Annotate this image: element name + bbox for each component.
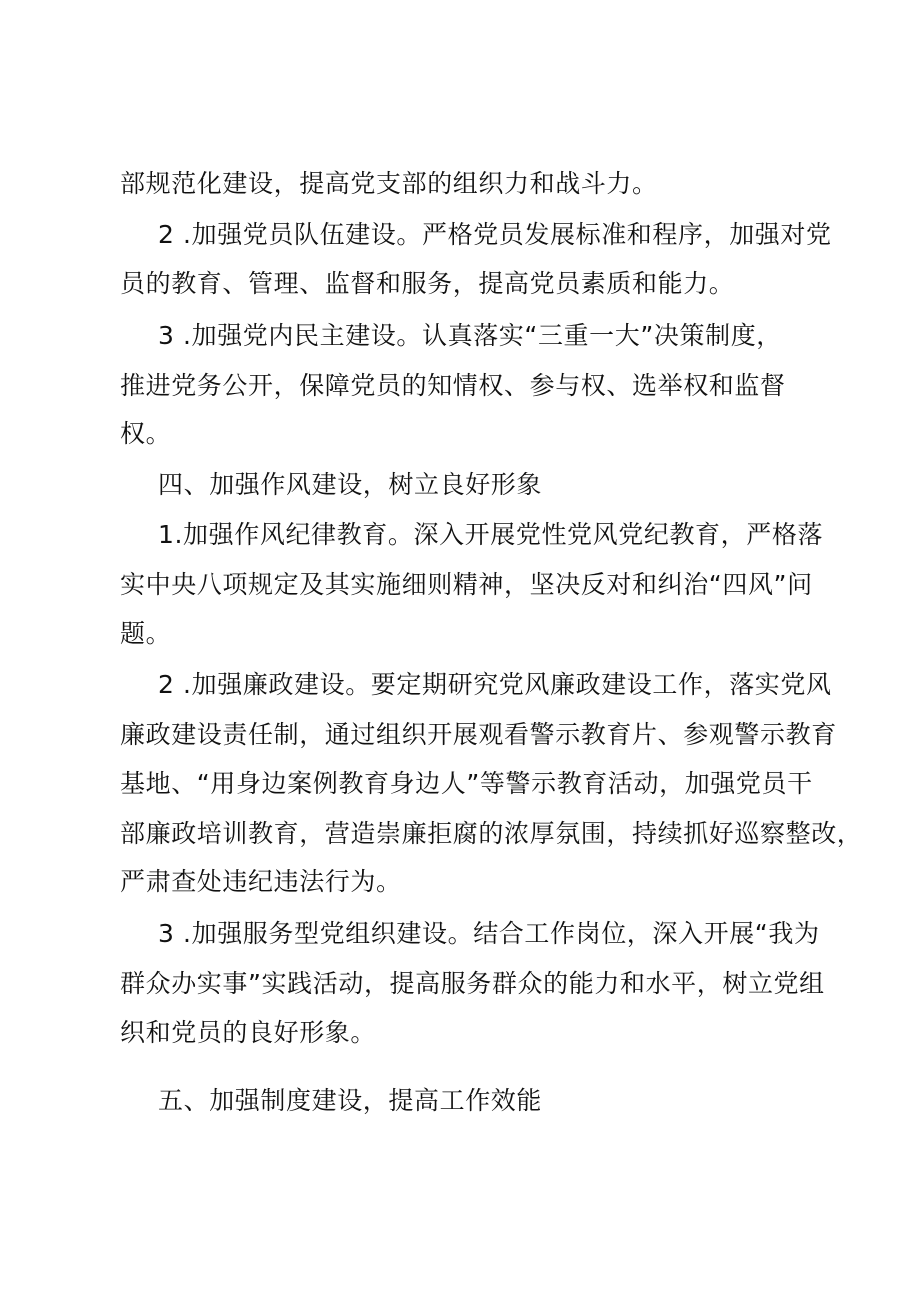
body-text-line: 推进党务公开，保障党员的知情权、参与权、选举权和监督 <box>120 371 786 400</box>
list-item-line: 2 .加强廉政建设。要定期研究党风廉政建设工作，落实党风 <box>158 670 832 699</box>
body-text-line: 部规范化建设，提高党支部的组织力和战斗力。 <box>120 169 658 198</box>
body-text-line: 部廉政培训教育，营造崇廉拒腐的浓厚氛围，持续抓好巡察整改， <box>120 819 863 848</box>
body-text-line: 基地、“用身边案例教育身边人”等警示教育活动，加强党员干 <box>120 769 813 798</box>
body-text-line: 实中央八项规定及其实施细则精神，坚决反对和纠治“四风”问 <box>120 570 813 599</box>
body-text-line: 权。 <box>120 419 172 448</box>
list-item-line: 1.加强作风纪律教育。深入开展党性党风党纪教育，严格落 <box>158 520 824 549</box>
list-item-line: 3 .加强党内民主建设。认真落实“三重一大”决策制度， <box>158 321 782 350</box>
body-text-line: 织和党员的良好形象。 <box>120 1018 377 1047</box>
list-item-line: 3 .加强服务型党组织建设。结合工作岗位，深入开展“我为 <box>158 919 820 948</box>
section-heading: 四、加强作风建设，树立良好形象 <box>158 470 543 499</box>
body-text-line: 严肃查处违纪违法行为。 <box>120 867 402 896</box>
body-text-line: 廉政建设责任制，通过组织开展观看警示教育片、参观警示教育 <box>120 720 837 749</box>
body-text-line: 题。 <box>120 619 172 648</box>
section-heading: 五、加强制度建设，提高工作效能 <box>158 1086 543 1115</box>
body-text-line: 员的教育、管理、监督和服务，提高党员素质和能力。 <box>120 269 735 298</box>
body-text-line: 群众办实事”实践活动，提高服务群众的能力和水平，树立党组 <box>120 969 825 998</box>
list-item-line: 2 .加强党员队伍建设。严格党员发展标准和程序，加强对党 <box>158 220 832 249</box>
